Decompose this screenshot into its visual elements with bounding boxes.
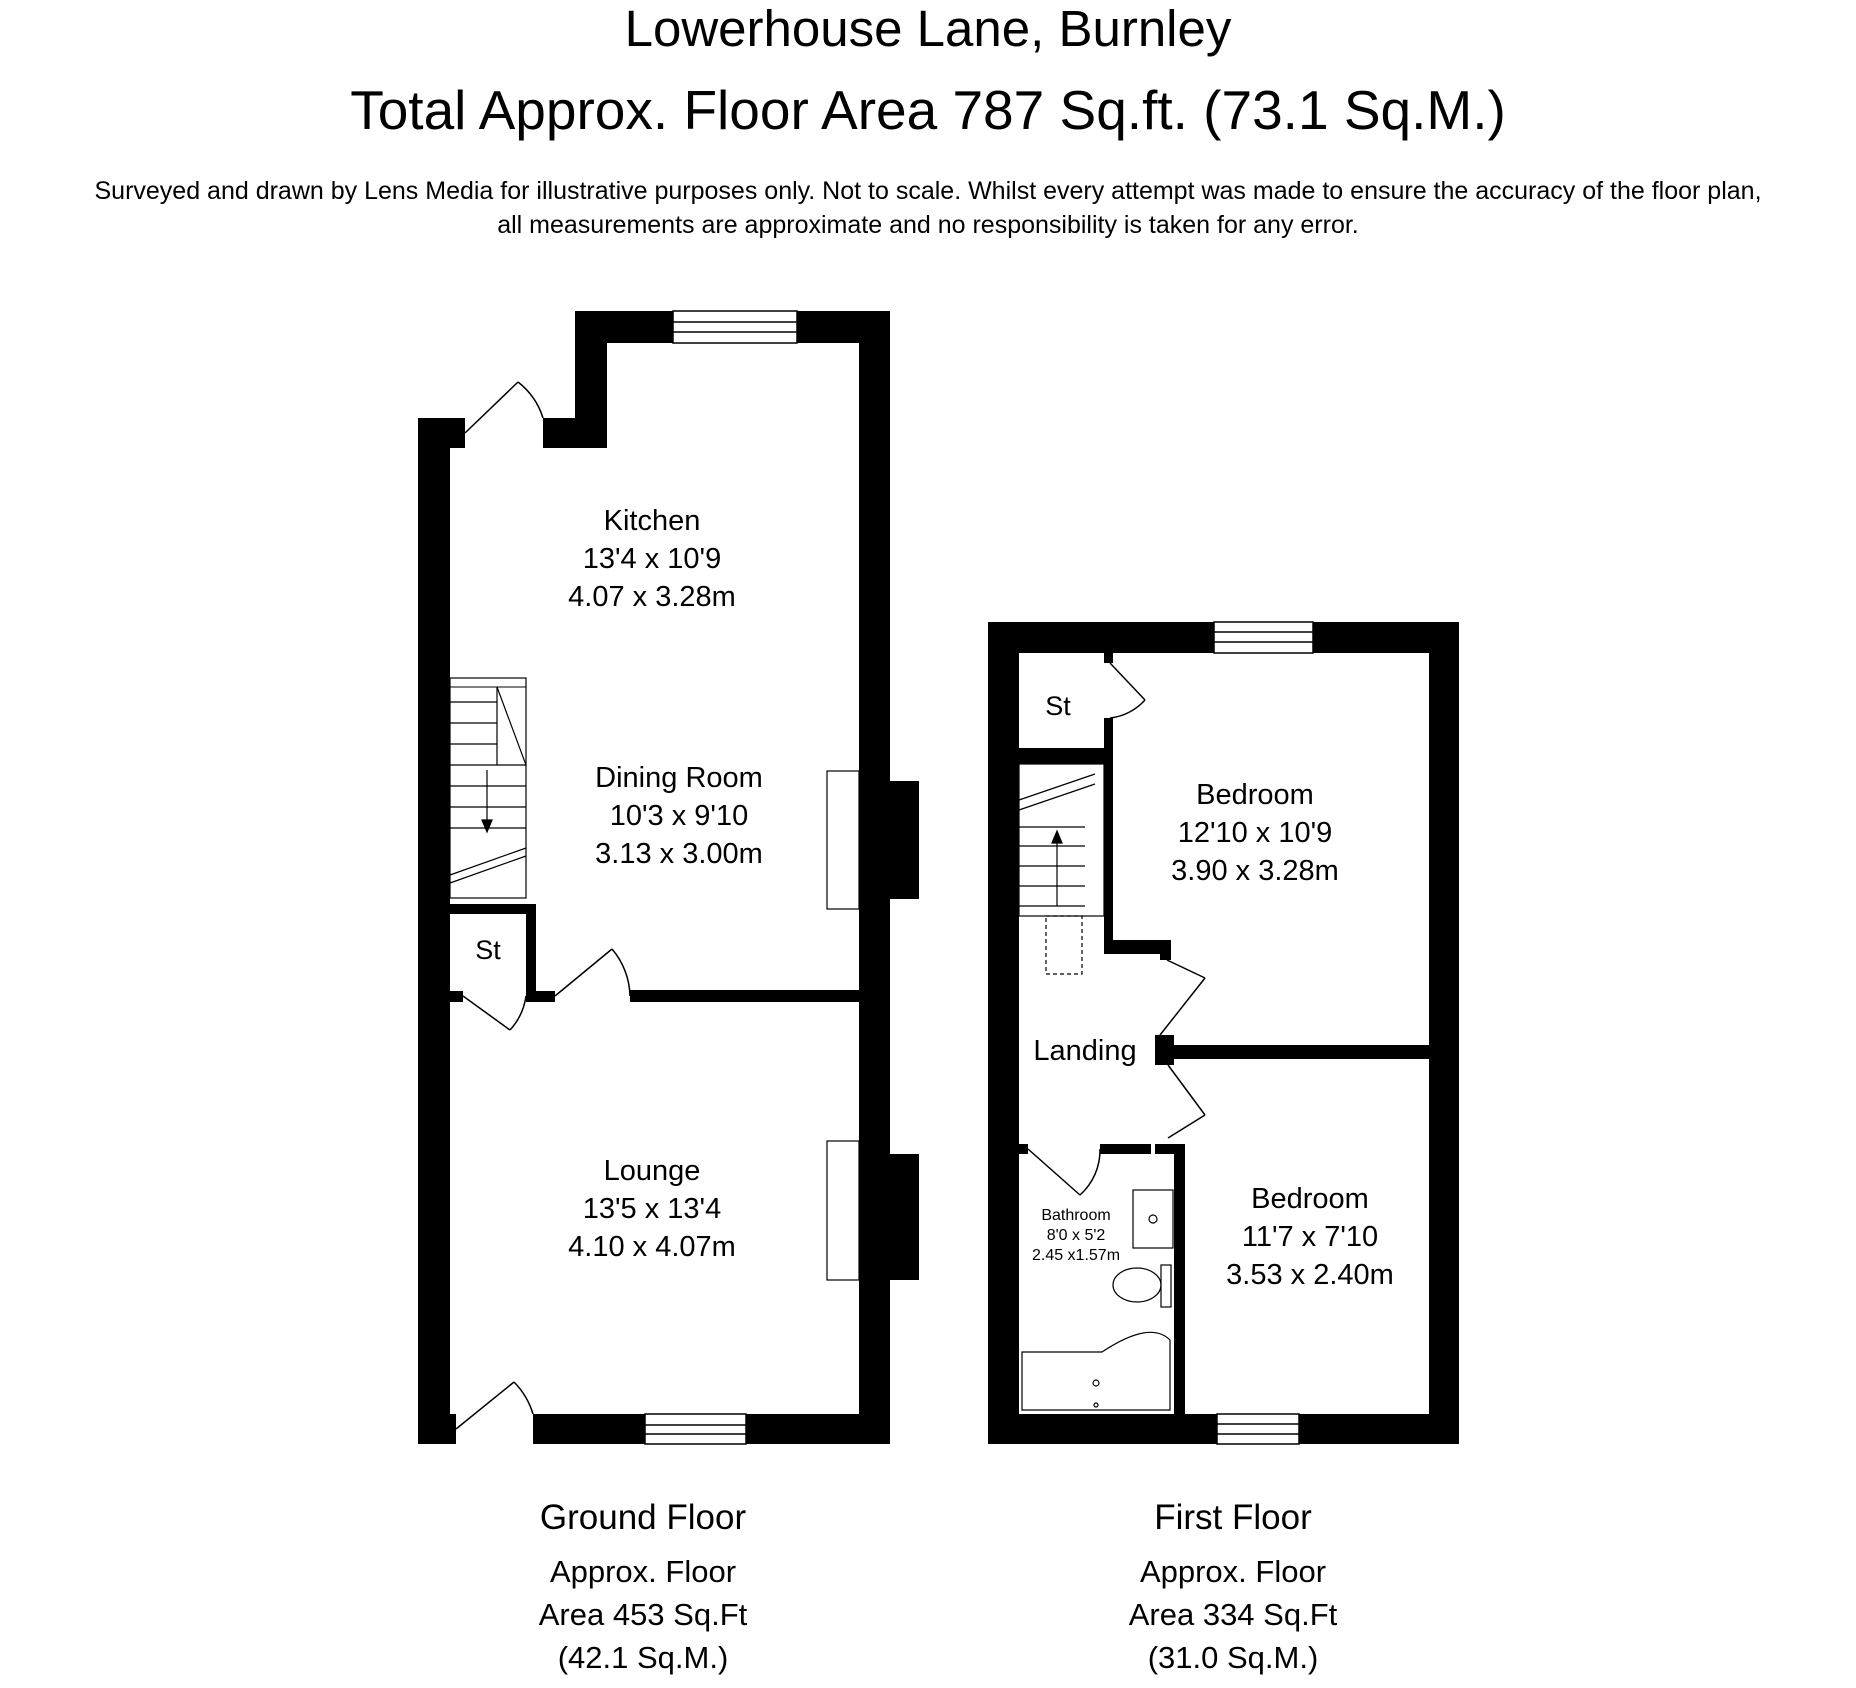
- ground-floor-stairs: [450, 678, 526, 898]
- dining-room-name: Dining Room: [595, 762, 763, 794]
- dining-room-label: [559, 759, 799, 873]
- ground-floor-area-line-3: (42.1 Sq.M.): [557, 1640, 729, 1675]
- bedroom-2-imperial: 11'7 x 7'10: [1241, 1221, 1379, 1253]
- first-floor-caption: [1083, 1496, 1383, 1679]
- bathroom-name: Bathroom: [1041, 1207, 1111, 1224]
- bedroom-2-name: Bedroom: [1251, 1183, 1369, 1215]
- first-floor-area-line-2: Area 334 Sq.Ft: [1128, 1597, 1338, 1632]
- first-floor-doors: [1028, 663, 1205, 1195]
- disclaimer-line-1: Surveyed and drawn by Lens Media for illustrative purposes only. Not to scale. Whilst every attempt was made to ensure the accuracy of the floor plan,: [94, 177, 1762, 205]
- ground-floor-area-line-2: Area 453 Sq.Ft: [538, 1597, 748, 1632]
- bedroom-1-label: [1135, 776, 1375, 890]
- lounge-label: [532, 1152, 772, 1266]
- first-floor-area-line-3: (31.0 Sq.M.): [1147, 1640, 1319, 1675]
- first-floor-area-line-1: Approx. Floor: [1139, 1554, 1327, 1589]
- lounge-name: Lounge: [603, 1155, 701, 1187]
- bedroom-2-metric: 3.53 x 2.40m: [1226, 1259, 1394, 1291]
- kitchen-metric: 4.07 x 3.28m: [568, 581, 736, 613]
- kitchen-name: Kitchen: [603, 505, 701, 537]
- dining-room-metric: 3.13 x 3.00m: [595, 838, 763, 870]
- ground-floor-area-line-1: Approx. Floor: [549, 1554, 737, 1589]
- bathroom-label: [1020, 1206, 1132, 1266]
- ground-floor-fireplaces: [827, 771, 859, 1280]
- ground-floor-name: Ground Floor: [539, 1498, 747, 1537]
- first-floor-windows: [1214, 622, 1313, 1444]
- ground-floor-caption: [493, 1496, 793, 1679]
- ground-floor-windows: [645, 311, 797, 1444]
- ground-store-label: St: [475, 935, 501, 965]
- bedroom-2-label: [1190, 1180, 1430, 1294]
- kitchen-label: [532, 502, 772, 616]
- dining-room-imperial: 10'3 x 9'10: [609, 800, 749, 832]
- kitchen-imperial: 13'4 x 10'9: [582, 543, 722, 575]
- first-floor-stairs: [1019, 764, 1104, 974]
- page-title: Lowerhouse Lane, Burnley: [624, 0, 1232, 57]
- bedroom-1-metric: 3.90 x 3.28m: [1171, 855, 1339, 887]
- lounge-metric: 4.10 x 4.07m: [568, 1231, 736, 1263]
- total-floor-area: Total Approx. Floor Area 787 Sq.ft. (73.1 Sq.M.): [350, 79, 1506, 141]
- bathroom-imperial: 8'0 x 5'2: [1046, 1227, 1106, 1244]
- lounge-imperial: 13'5 x 13'4: [582, 1193, 722, 1225]
- bathroom-metric: 2.45 x1.57m: [1031, 1247, 1121, 1264]
- disclaimer-line-2: all measurements are approximate and no responsibility is taken for any error.: [497, 211, 1359, 239]
- bedroom-1-name: Bedroom: [1196, 779, 1314, 811]
- bedroom-1-imperial: 12'10 x 10'9: [1177, 817, 1333, 849]
- landing-label: Landing: [1033, 1035, 1137, 1067]
- first-floor-name: First Floor: [1154, 1498, 1312, 1537]
- first-store-label: St: [1045, 691, 1071, 721]
